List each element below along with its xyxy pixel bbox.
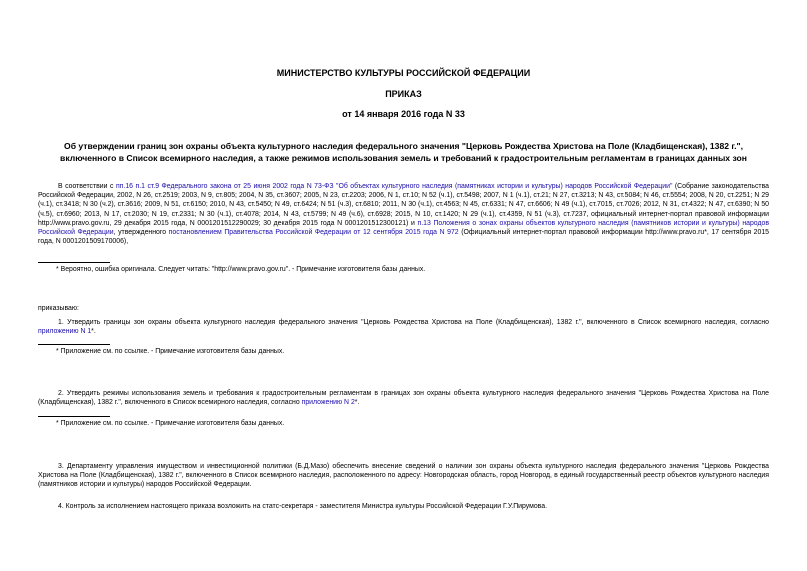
footnote-2: * Приложение см. по ссылке. - Примечание изготовителя базы данных. xyxy=(56,348,285,355)
appendix-2-link[interactable]: приложению N 2 xyxy=(301,399,355,407)
item-3: 3. Департаменту управления имуществом и инвестиционной политики (Б.Д.Мазо) обеспечить внесение сведений о наличии зон охраны объекта культурного наследия федерального значения "Церковь Рождества Христова на Поле (Кладбищенская), 1382 г.", включенного в Список всемирного наследия, расположенного по адресу: Новгородская область, город Новгород, в единый государственный реестр объектов культурного наследия (памятников истории и культуры) народов Российской Федерации. xyxy=(38,463,769,489)
preamble-text-4: (Официальный интернет-портал правовой информации http://www.pravo.ru*, 17 сентября 2015 года, N 0001201509170006), xyxy=(38,229,769,246)
date-number: от 14 января 2016 года N 33 xyxy=(342,109,465,119)
footnote-1: * Вероятно, ошибка оригинала. Следует читать: "http://www.pravo.gov.ru". - Примечание изготовителя базы данных. xyxy=(56,266,426,273)
preamble-text-2: (Собрание законодательства Российской Федерации, 2002, N 26, ст.2519; 2003, N 9, ст.805; 2004, N 35, ст.3607; 2005, N 23, ст.2203; 2006, N 1, ст.10; N 52 (ч.1), ст.5498; 2007, N 1 (ч.1), ст.21; N 27, ст.3213; N 43, ст.5084; N 46, ст.5554; 2008, N 20, ст.2251; N 29 (ч.1), ст.3418; N 30 (ч.2), ст.3616; 2009, N 51, ст.6150; 2010, N 43, ст.5450; N 49, ст.6424; N 51 (ч.3), ст.6810; 2011, N 30 (ч.1), ст.4563; N 45, ст.6331; N 47, ст.6606; N 49 (ч.1), ст.7015, ст.7026; 2012, N 31, ст.4322; N 47, ст.6390; N 50 (ч.5), ст.6960; 2013, N 17, ст.2030; N 19, ст.2331; N 30 (ч.1), ст.4078; 2014, N 43, ст.5799; N 49 (ч.6), ст.6928; 2015, N 10, ст.1420; N 29 (ч.1), ст.4359, N 51 (ч.3), ст.7237, официальный интернет-портал правовой информации http://www.pravo.gov.ru, 29 декабря 2015 года, N 0001201512290029; 30 декабря 2015 года N 0001201512300121) и xyxy=(38,183,769,227)
item-1-text: 1. Утвердить границы зон охраны объекта культурного наследия федерального значения "Церковь Рождества Христова на Поле (Кладбищенская), 1382 г.", включенного в Список всемирного наследия, согласно xyxy=(58,319,769,326)
item-2-tail: *. xyxy=(354,399,360,407)
item-1-tail: *. xyxy=(91,328,96,336)
preamble-text-3: , утвержденного xyxy=(113,229,169,237)
footnote-divider xyxy=(38,262,110,263)
footnote-divider xyxy=(38,344,110,345)
prikazyvayu: приказываю: xyxy=(38,305,79,312)
appendix-1-link[interactable]: приложению N 1 xyxy=(38,328,92,336)
item-1 xyxy=(38,318,769,336)
preamble-text-1: В соответствии с xyxy=(58,183,116,190)
regulation-link[interactable]: п.13 Положения о зонах охраны объектов культурного наследия (памятников истории и культуры) народов Российской Федерации xyxy=(38,219,769,237)
doc-type-heading: ПРИКАЗ xyxy=(385,89,422,99)
ministry-heading: МИНИСТЕРСТВО КУЛЬТУРЫ РОССИЙСКОЙ ФЕДЕРАЦИИ xyxy=(276,68,531,78)
item-2 xyxy=(38,389,769,407)
doc-title-line-1: Об утверждении границ зон охраны объекта культурного наследия федерального значения "Церковь Рождества Христова на Поле (Кладбищенская), 1382 г.", xyxy=(64,141,743,151)
footnote-3: * Приложение см. по ссылке. - Примечание изготовителя базы данных. xyxy=(56,420,285,427)
preamble xyxy=(38,182,769,246)
footnote-divider xyxy=(38,416,110,417)
doc-title-line-2: включенного в Список всемирного наследия, а также режимов использования земель и требований к градостроительным регламентам в границах данных зон xyxy=(60,153,747,163)
law-link[interactable]: пп.16 п.1 ст.9 Федерального закона от 25 июня 2002 года N 73-ФЗ "Об объектах культурного наследия (памятниках истории и культуры) народов Российской Федерации" xyxy=(115,183,673,190)
item-2-text: 2. Утвердить режимы использования земель и требования к градостроительным регламентам в границах зон охраны объекта культурного наследия федерального значения "Церковь Рождества Христова на Поле (Кладбищенская), 1382 г.", включенного в Список всемирного наследия, согласно xyxy=(38,390,769,407)
government-decree-link[interactable]: постановлением Правительства Российской Федерации от 12 сентября 2015 года N 972 xyxy=(168,229,459,237)
item-4: 4. Контроль за исполнением настоящего приказа возложить на статс-секретаря - заместителя Министра культуры Российской Федерации Г.У.Пирумова. xyxy=(58,503,548,510)
